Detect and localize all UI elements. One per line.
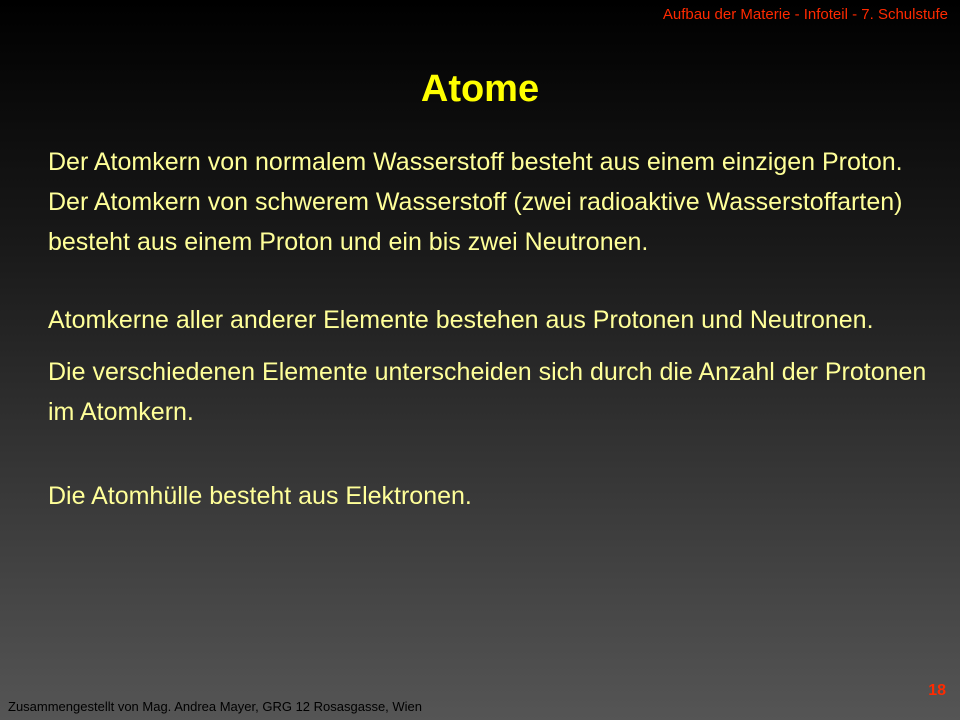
paragraph: Der Atomkern von schwerem Wasserstoff (zwei radioaktive Wasserstoffarten) besteht aus einem Proton und ein bis zwei Neutronen.	[48, 188, 903, 256]
footer-credit: Zusammengestellt von Mag. Andrea Mayer, GRG 12 Rosasgasse, Wien	[8, 699, 423, 714]
slide-content	[48, 142, 928, 516]
text-block	[48, 352, 928, 432]
paragraph: Die Atomhülle besteht aus Elektronen.	[48, 482, 472, 510]
paragraph: Der Atomkern von normalem Wasserstoff besteht aus einem einzigen Proton.	[48, 148, 903, 176]
text-block	[48, 476, 928, 516]
text-block	[48, 142, 928, 262]
paragraph: Die verschiedenen Elemente unterscheiden sich durch die Anzahl der Protonen im Atomkern.	[48, 358, 927, 426]
header-note: Aufbau der Materie - Infoteil - 7. Schulstufe	[662, 6, 948, 23]
slide-title: Atome	[420, 68, 540, 110]
text-block	[48, 300, 928, 340]
page-number: 18	[928, 682, 946, 699]
paragraph: Atomkerne aller anderer Elemente bestehen aus Protonen und Neutronen.	[48, 306, 874, 334]
